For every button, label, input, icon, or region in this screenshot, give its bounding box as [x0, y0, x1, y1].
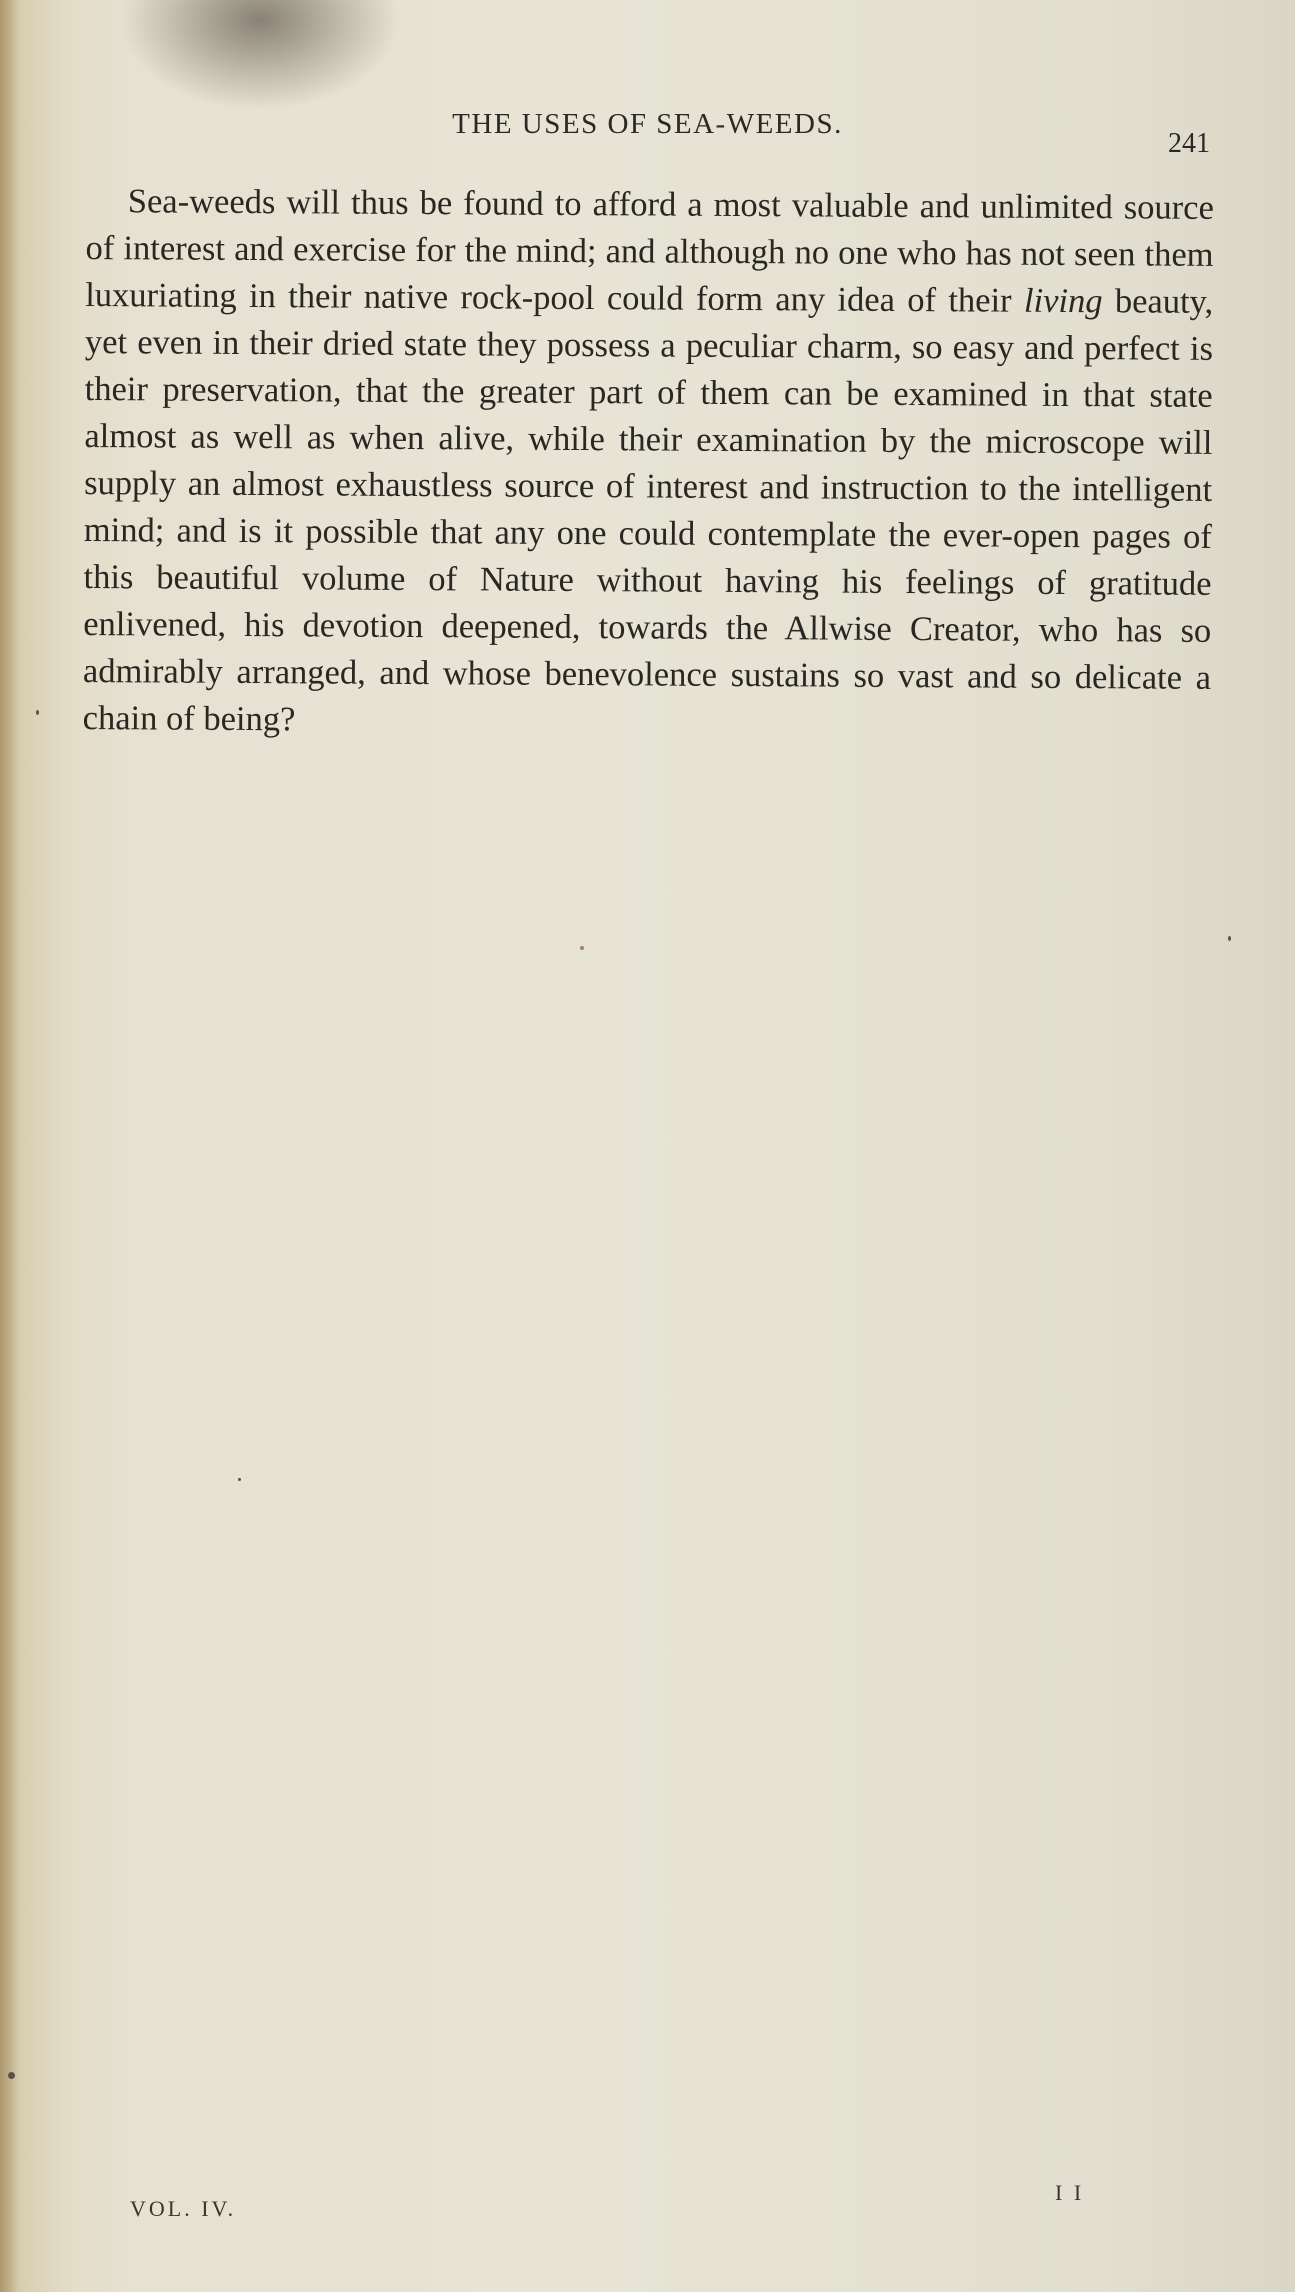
body-text-part-2: beauty, yet even in their dried state they possess a peculiar charm, so easy and perfect is their preservation, that the greater part of them can be examined in that state almost as well as when alive, while their examination by the microscope will supply an almost exhaustless source of interest and instruction to the intelligent mind; and is it possible that any one could contemplate the ever-open pages of this beautiful volume of Nature without having his feelings of gratitude enlivened, his devotion deepened, towards the Allwise Creator, who has so admirably arranged, and whose benevolence sustains so vast and so delicate a chain of being? [82, 282, 1214, 739]
body-italic-word: living [1023, 281, 1103, 321]
running-head-title: THE USES OF SEA-WEEDS. [452, 108, 843, 140]
page-number: 241 [1168, 128, 1210, 159]
volume-signature: VOL. IV. [130, 2196, 237, 2221]
paper-speck [1228, 936, 1231, 941]
body-text-part-1: Sea-weeds will thus be found to afford a most valuable and unlimited source of interest and exercise for the mind; and although no one who has not seen them luxuriating in their native rock-pool could form any idea of their [85, 182, 1214, 320]
sheet-signature: I I [1055, 2180, 1085, 2205]
paper-speck [580, 946, 584, 950]
paper-speck [238, 1478, 241, 1481]
paper-speck [36, 710, 39, 715]
paper-speck [8, 2072, 15, 2079]
body-paragraph [83, 178, 1214, 749]
